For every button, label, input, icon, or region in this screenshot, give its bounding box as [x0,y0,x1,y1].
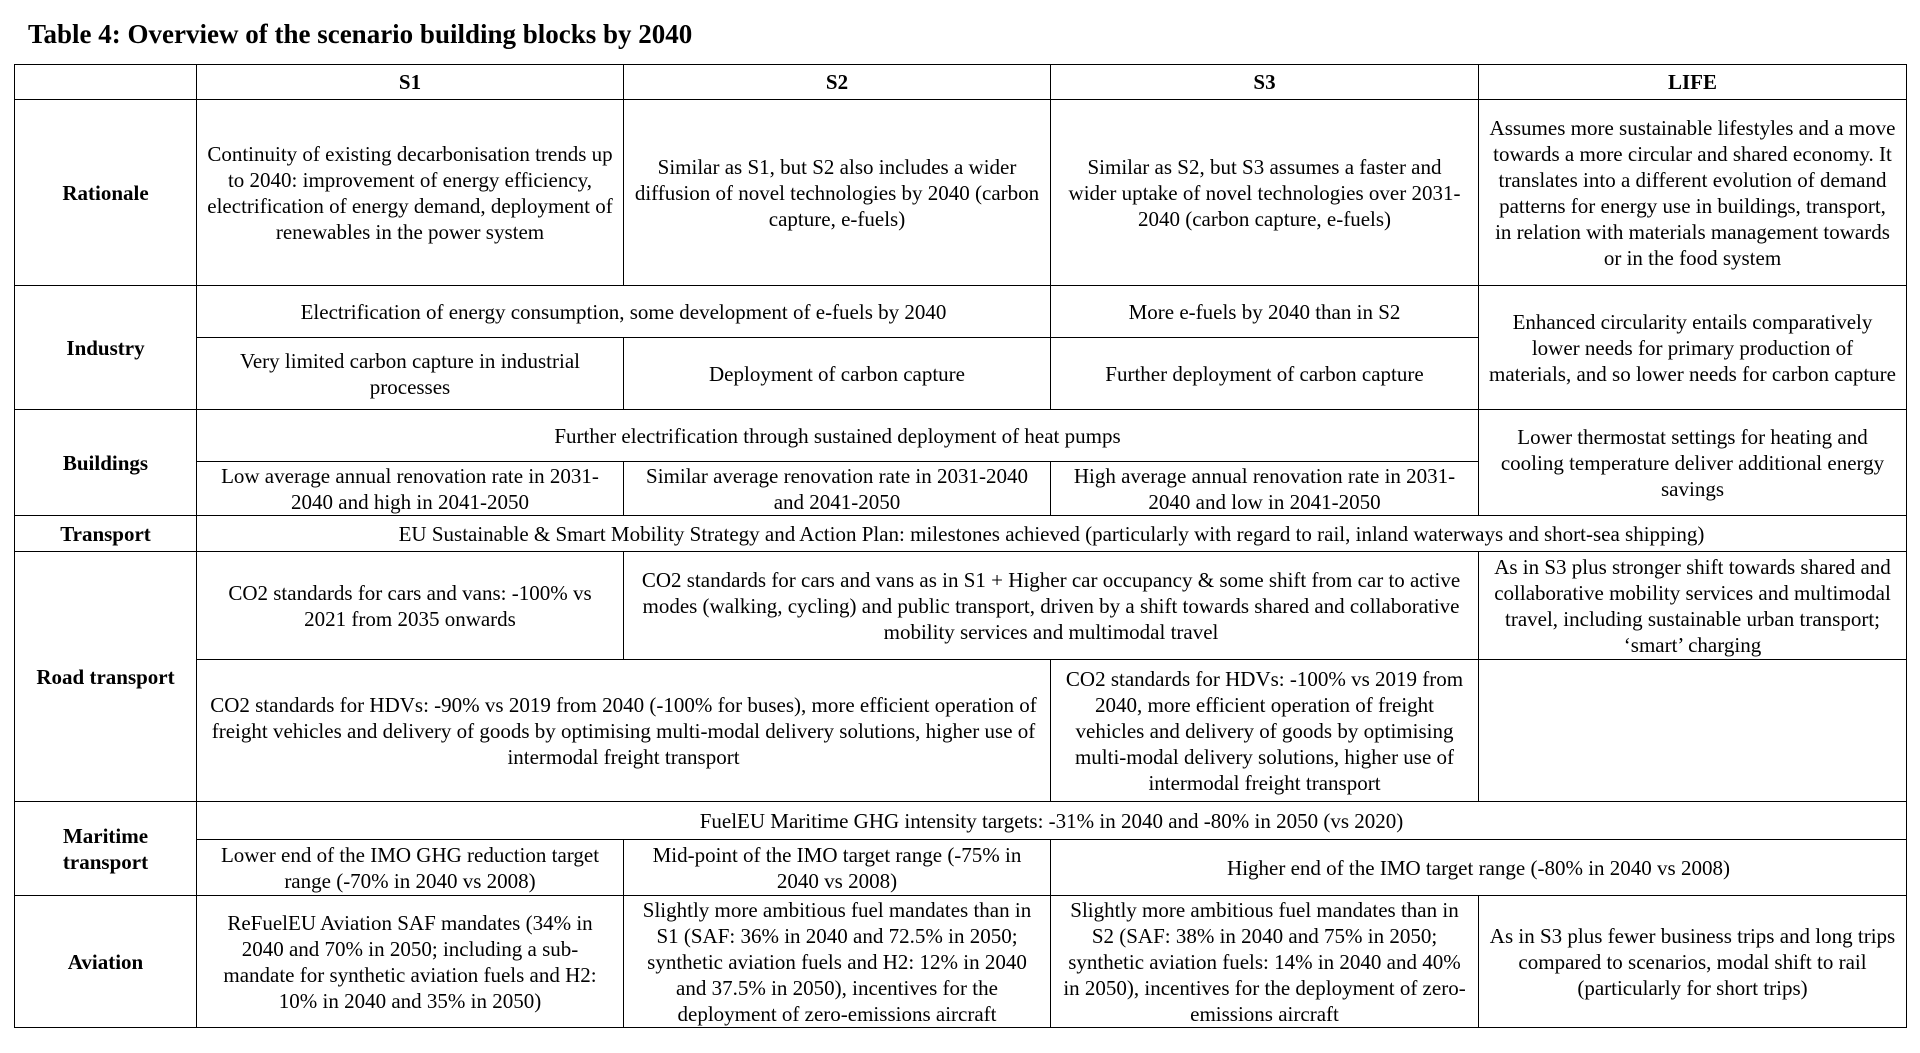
buildings-label: Buildings [15,410,197,516]
road-s1-top: CO2 standards for cars and vans: -100% vs 2021 from 2035 onwards [197,552,624,660]
buildings-life: Lower thermostat settings for heating and cooling temperature deliver additional energy savings [1479,410,1907,516]
aviation-label: Aviation [15,896,197,1028]
transport-label: Transport [15,516,197,552]
industry-label: Industry [15,286,197,410]
header-s3: S3 [1051,65,1479,100]
rationale-life: Assumes more sustainable lifestyles and a move towards a more circular and shared economy. It translates into a different evolution of demand patterns for energy use in buildings, transport, in relation with materials management towards or in the food system [1479,100,1907,286]
road-s3-bottom: CO2 standards for HDVs: -100% vs 2019 from 2040, more efficient operation of freight vehicles and delivery of goods by optimising multi-modal delivery solutions, higher use of intermodal freight transport [1051,660,1479,802]
industry-s2-bottom: Deployment of carbon capture [624,338,1051,410]
maritime-label: Maritime transport [15,802,197,896]
buildings-top: Further electrification through sustained deployment of heat pumps [197,410,1479,462]
industry-s3-top: More e-fuels by 2040 than in S2 [1051,286,1479,338]
table-title: Table 4: Overview of the scenario building blocks by 2040 [28,19,693,49]
road-label: Road transport [15,552,197,802]
row-transport [15,516,1907,552]
row-aviation [15,896,1907,1028]
road-s2-s3-top: CO2 standards for cars and vans as in S1 + Higher car occupancy & some shift from car to active modes (walking, cycling) and public transport, driven by a shift towards shared and collaborative mobility services and multimodal travel [624,552,1479,660]
maritime-s1: Lower end of the IMO GHG reduction target range (-70% in 2040 vs 2008) [197,840,624,896]
header-s1: S1 [197,65,624,100]
industry-s3-bottom: Further deployment of carbon capture [1051,338,1479,410]
industry-s1-s2-top: Electrification of energy consumption, some development of e-fuels by 2040 [197,286,1051,338]
buildings-s2: Similar average renovation rate in 2031-2040 and 2041-2050 [624,462,1051,516]
road-life-top: As in S3 plus stronger shift towards shared and collaborative mobility services and multimodal travel, including sustainable urban transport; ‘smart’ charging [1479,552,1907,660]
aviation-life: As in S3 plus fewer business trips and long trips compared to scenarios, modal shift to rail (particularly for short trips) [1479,896,1907,1028]
rationale-label: Rationale [15,100,197,286]
maritime-s2: Mid-point of the IMO target range (-75% in 2040 vs 2008) [624,840,1051,896]
header-row [15,65,1907,100]
rationale-s2: Similar as S1, but S2 also includes a wider diffusion of novel technologies by 2040 (carbon capture, e-fuels) [624,100,1051,286]
buildings-s3: High average annual renovation rate in 2031-2040 and low in 2041-2050 [1051,462,1479,516]
aviation-s2: Slightly more ambitious fuel mandates than in S1 (SAF: 36% in 2040 and 72.5% in 2050; synthetic aviation fuels and H2: 12% in 2040 and 37.5% in 2050), incentives for the deployment of zero-emissions aircraft [624,896,1051,1028]
header-corner [15,65,197,100]
header-s2: S2 [624,65,1051,100]
buildings-s1: Low average annual renovation rate in 2031-2040 and high in 2041-2050 [197,462,624,516]
rationale-s3: Similar as S2, but S3 assumes a faster and wider uptake of novel technologies over 2031-2040 (carbon capture, e-fuels) [1051,100,1479,286]
row-maritime-bottom [15,840,1907,896]
transport-all: EU Sustainable & Smart Mobility Strategy and Action Plan: milestones achieved (particularly with regard to rail, inland waterways and short-sea shipping) [197,516,1907,552]
row-maritime-top [15,802,1907,840]
row-buildings-top [15,410,1907,462]
maritime-top: FuelEU Maritime GHG intensity targets: -31% in 2040 and -80% in 2050 (vs 2020) [197,802,1907,840]
aviation-s3: Slightly more ambitious fuel mandates than in S2 (SAF: 38% in 2040 and 75% in 2050; synthetic aviation fuels: 14% in 2040 and 40% in 2050), incentives for the deployment of zero-emissions aircraft [1051,896,1479,1028]
road-life-bottom [1479,660,1907,802]
road-s1-s2-bottom: CO2 standards for HDVs: -90% vs 2019 from 2040 (-100% for buses), more efficient operation of freight vehicles and delivery of goods by optimising multi-modal delivery solutions, higher use of intermodal freight transport [197,660,1051,802]
row-road-bottom [15,660,1907,802]
header-life: LIFE [1479,65,1907,100]
row-rationale [15,100,1907,286]
row-road-top [15,552,1907,660]
scenario-table [14,64,1907,1028]
maritime-s3-life: Higher end of the IMO target range (-80% in 2040 vs 2008) [1051,840,1907,896]
aviation-s1: ReFuelEU Aviation SAF mandates (34% in 2040 and 70% in 2050; including a sub-mandate for synthetic aviation fuels and H2: 10% in 2040 and 35% in 2050) [197,896,624,1028]
rationale-s1: Continuity of existing decarbonisation trends up to 2040: improvement of energy efficiency, electrification of energy demand, deployment of renewables in the power system [197,100,624,286]
row-industry-top [15,286,1907,338]
industry-s1-bottom: Very limited carbon capture in industrial processes [197,338,624,410]
industry-life: Enhanced circularity entails comparatively lower needs for primary production of materials, and so lower needs for carbon capture [1479,286,1907,410]
